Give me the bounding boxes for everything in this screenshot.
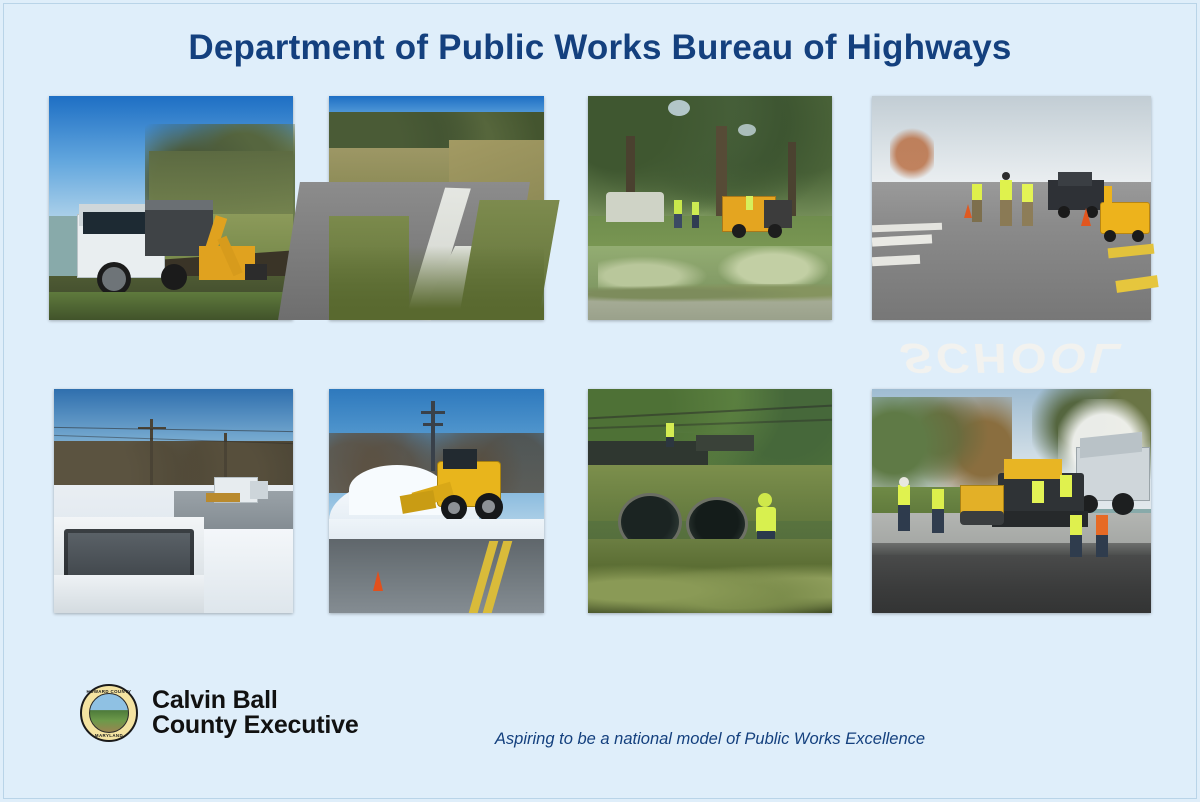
seal-bottom-text: MARYLAND <box>94 732 124 738</box>
tagline: Aspiring to be a national model of Public Works Excellence <box>494 730 926 748</box>
photo-school-pavement-marking: SCHOOL <box>872 96 1151 320</box>
seal-top-text: HOWARD COUNTY <box>86 688 132 694</box>
photo-loader-snow-pile <box>329 389 544 613</box>
page-title: Department of Public Works Bureau of Highways <box>188 28 1012 67</box>
photo-asphalt-paving-crew <box>872 389 1151 613</box>
executive-title: County Executive <box>152 711 359 739</box>
photo-gravel-shoulder-road <box>329 96 544 320</box>
executive-name: Calvin Ball <box>152 685 278 714</box>
photo-dump-truck-excavator <box>49 96 293 320</box>
photo-culvert-stormwater <box>588 389 832 613</box>
photo-tree-crew-chipper <box>588 96 832 320</box>
photo-snow-plow-truck <box>54 389 293 613</box>
